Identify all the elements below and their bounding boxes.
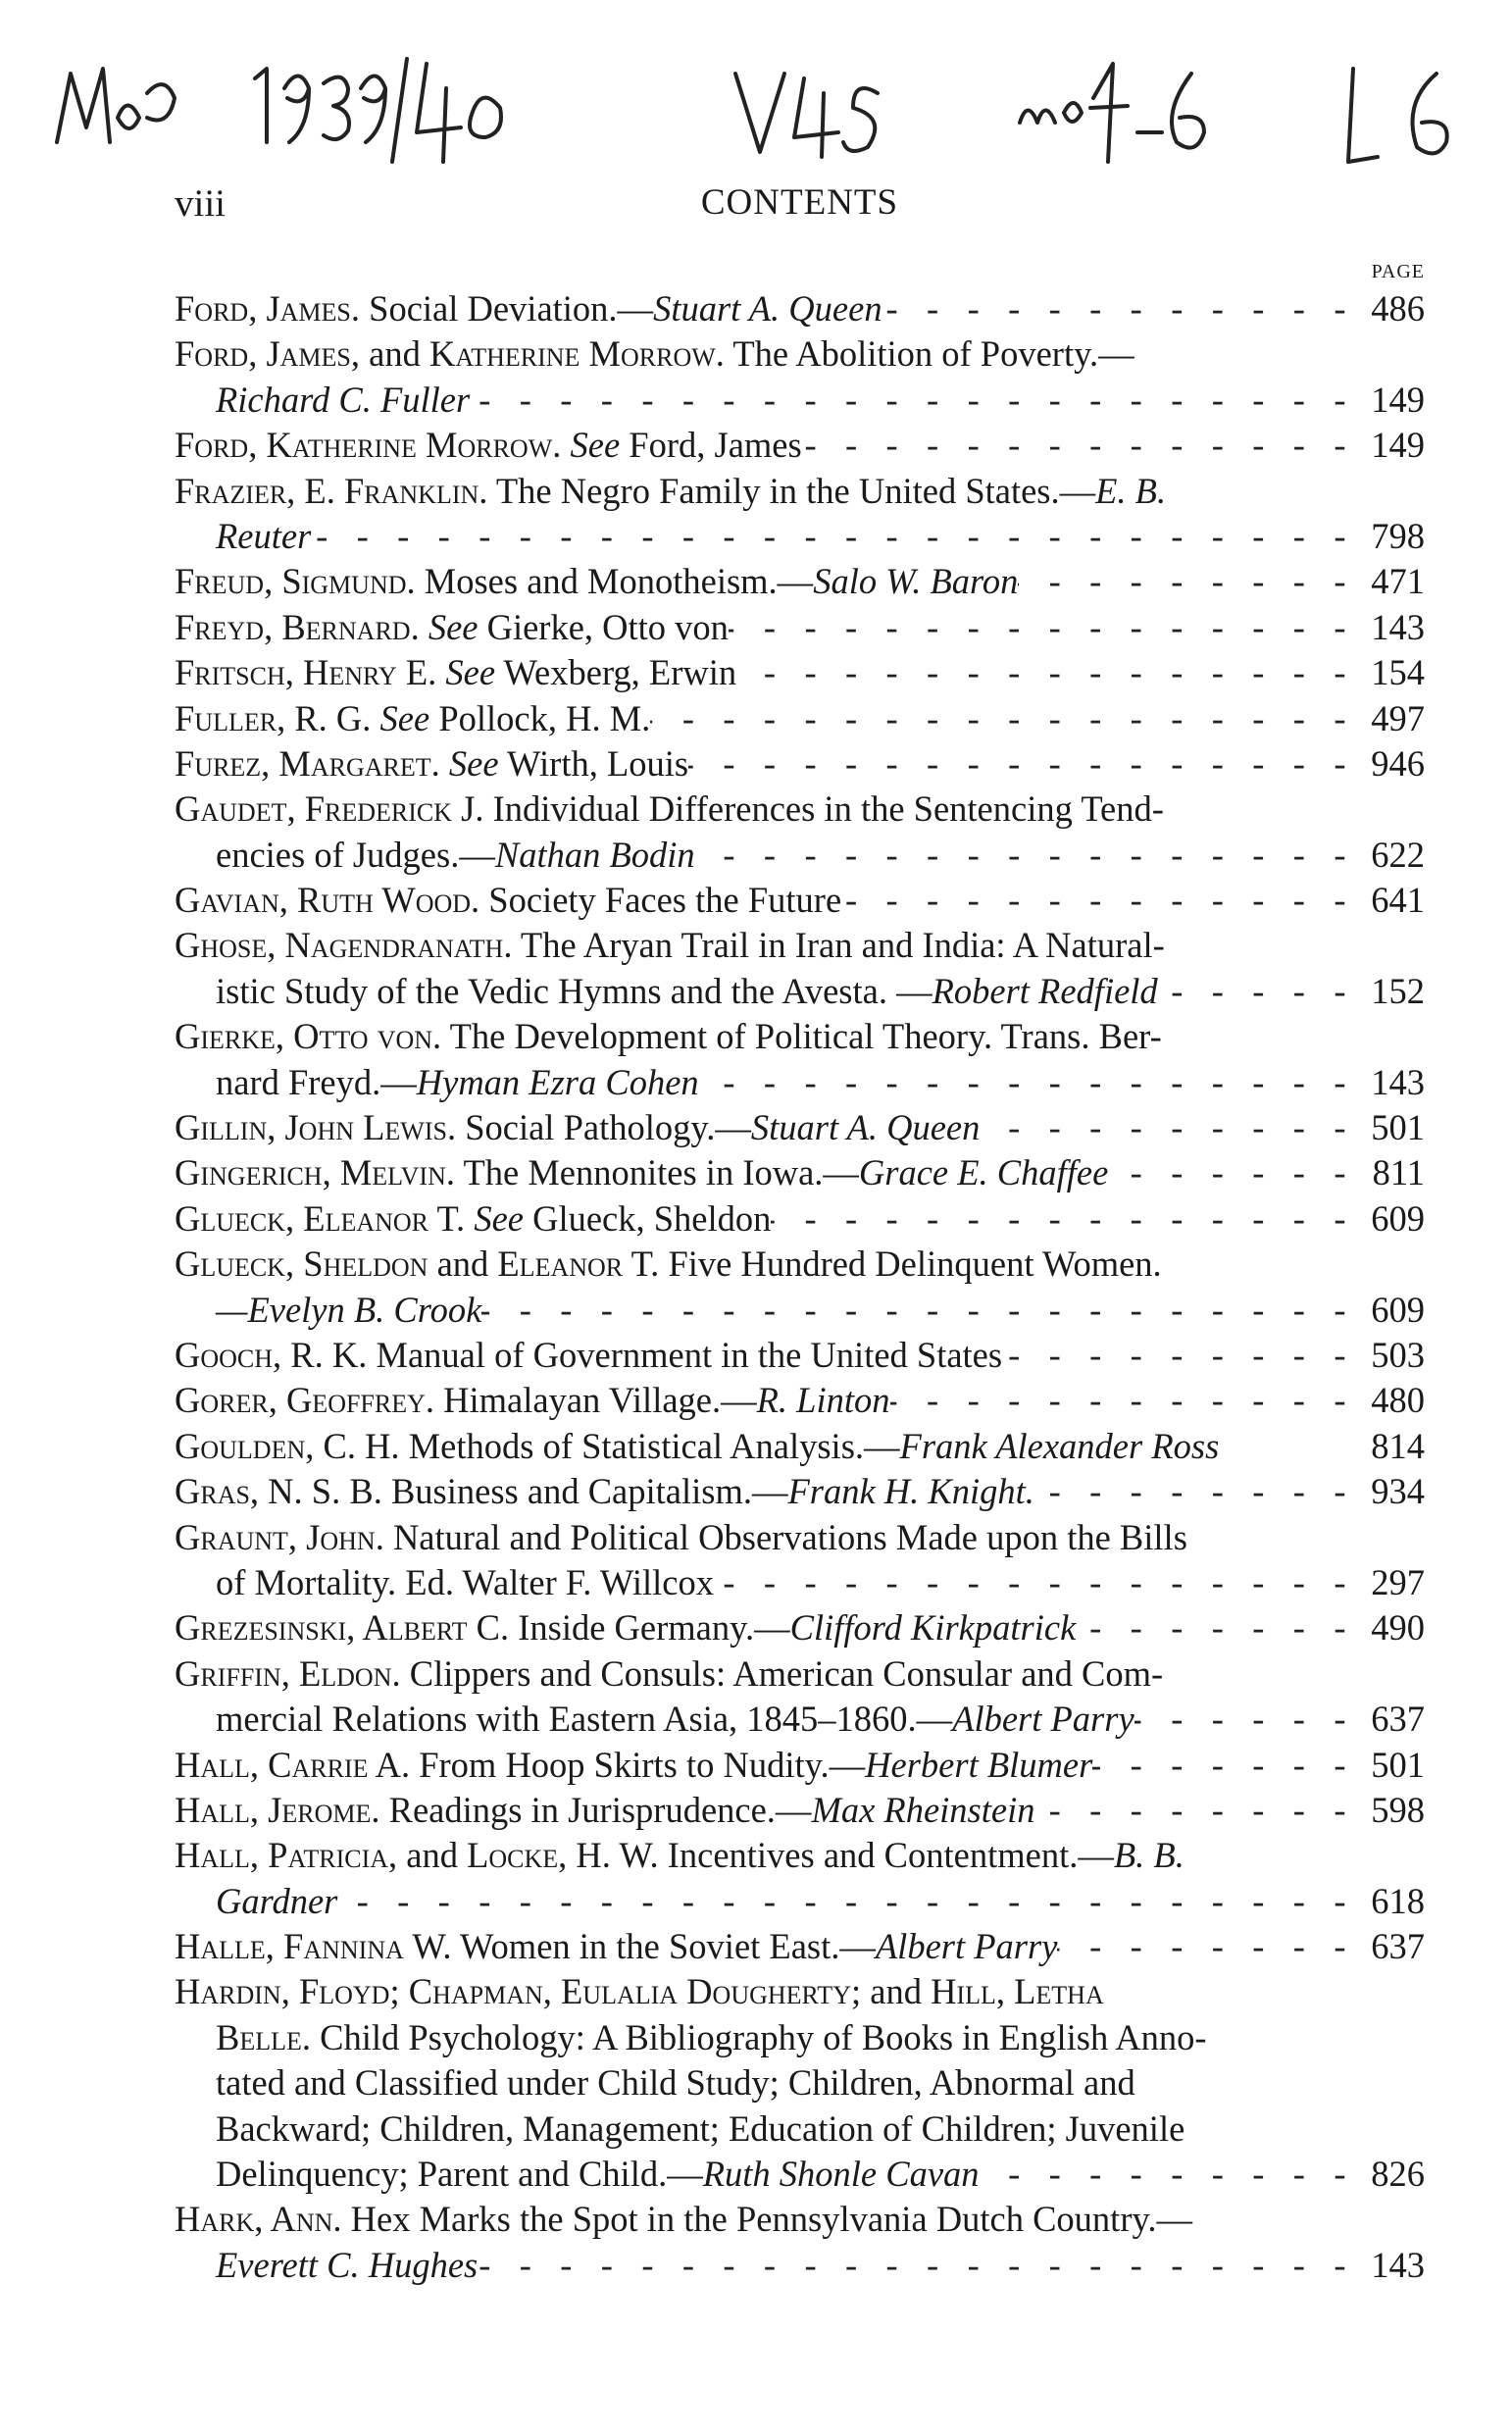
dot-leader bbox=[650, 696, 1356, 741]
page-ref: 618 bbox=[1371, 1880, 1425, 1921]
author-name: Gavian, Ruth Wood bbox=[175, 880, 472, 921]
dot-leader bbox=[1076, 1605, 1356, 1650]
author-name: Hill, Letha bbox=[931, 1971, 1104, 2012]
title-text: . The Mennonites in Iowa.— bbox=[445, 1152, 859, 1193]
dot-leader bbox=[980, 2152, 1356, 2197]
entry-line bbox=[175, 1833, 1425, 1878]
entry-line bbox=[175, 1743, 1425, 1788]
entry-text bbox=[175, 1378, 890, 1423]
reviewer-name: See bbox=[474, 1197, 524, 1239]
entry-line bbox=[175, 469, 1425, 514]
title-text: nard Freyd.— bbox=[216, 1061, 417, 1102]
entry-text bbox=[175, 1605, 1076, 1650]
title-text: . bbox=[430, 742, 449, 784]
reviewer-name: Max Rheinstein bbox=[811, 1789, 1035, 1830]
contents-entry bbox=[175, 696, 1425, 741]
dot-leader bbox=[478, 2243, 1356, 2288]
author-name: Ghose, Nagendranath bbox=[175, 925, 504, 966]
title-text: . The Abolition of Poverty.— bbox=[715, 333, 1134, 375]
page-ref: 490 bbox=[1371, 1607, 1425, 1649]
page-ref: 503 bbox=[1371, 1334, 1425, 1375]
title-text: Gierke, Otto von bbox=[478, 606, 729, 647]
entry-line bbox=[175, 969, 1425, 1014]
reviewer-name: Stuart A. Queen bbox=[653, 288, 882, 329]
title-text: . Hex Marks the Spot in the Pennsylvania Dutch Country.— bbox=[332, 2199, 1192, 2240]
page-ref: 637 bbox=[1371, 1699, 1425, 1740]
page-ref: 152 bbox=[1371, 970, 1425, 1011]
contents-entry bbox=[175, 1743, 1425, 1788]
entry-line bbox=[175, 2243, 1425, 2288]
reviewer-name: Richard C. Fuller bbox=[216, 379, 471, 420]
title-text: Women in the Soviet East.— bbox=[451, 1926, 876, 1967]
author-name: Gaudet, Frederick J. bbox=[175, 788, 484, 830]
title-text: . Social Deviation.— bbox=[350, 288, 654, 329]
author-name: Frazier, E. Franklin bbox=[175, 470, 479, 511]
entry-text bbox=[175, 1196, 771, 1242]
entry-text bbox=[175, 1150, 1108, 1195]
entry-text bbox=[216, 1879, 337, 1924]
entry-text bbox=[175, 469, 1166, 514]
entry-line bbox=[175, 1560, 1425, 1605]
entry-text bbox=[175, 1242, 1162, 1287]
contents-entry bbox=[175, 1969, 1425, 2197]
author-name: Griffin, Eldon bbox=[175, 1652, 392, 1694]
contents-entry bbox=[175, 878, 1425, 923]
title-text: ; and bbox=[850, 1971, 932, 2012]
title-text: Wexberg, Erwin bbox=[495, 652, 737, 693]
author-name: Locke, H. W. bbox=[467, 1835, 659, 1876]
reviewer-name: Gardner bbox=[216, 1880, 338, 1921]
title-text: of Mortality. Ed. Walter F. Willcox bbox=[216, 1561, 714, 1602]
author-name: Fuller, R. G. bbox=[175, 697, 372, 738]
dot-leader bbox=[771, 1196, 1356, 1242]
contents-entry bbox=[175, 1515, 1425, 1606]
page-column-label: PAGE bbox=[1371, 261, 1425, 282]
author-name: Gras, N. S. B. bbox=[175, 1471, 382, 1512]
contents-entry bbox=[175, 1014, 1425, 1105]
reviewer-name: Ruth Shonle Cavan bbox=[702, 2154, 980, 2195]
title-text: . bbox=[552, 425, 571, 466]
author-name: Ford, James bbox=[175, 333, 351, 375]
entry-text bbox=[216, 1560, 714, 1605]
reviewer-name: Salo W. Baron bbox=[813, 561, 1019, 602]
entry-line bbox=[175, 1288, 1425, 1333]
title-text: . Moses and Monotheism.— bbox=[406, 561, 814, 602]
entry-text bbox=[175, 923, 1165, 968]
entry-text bbox=[216, 833, 695, 878]
contents-entry bbox=[175, 605, 1425, 650]
dot-leader bbox=[1018, 559, 1356, 604]
dot-leader bbox=[736, 650, 1356, 695]
contents-entry bbox=[175, 1469, 1425, 1514]
contents-entry bbox=[175, 331, 1425, 423]
entry-text bbox=[175, 1924, 1057, 1969]
contents-entry bbox=[175, 1150, 1425, 1195]
author-name: Halle, Fannina W. bbox=[175, 1926, 452, 1967]
page-ref: 471 bbox=[1371, 561, 1425, 602]
dot-leader bbox=[1134, 1697, 1356, 1742]
contents-entry bbox=[175, 559, 1425, 604]
entry-text bbox=[216, 2060, 1135, 2106]
title-text bbox=[465, 1198, 474, 1239]
dot-leader bbox=[1034, 1469, 1356, 1514]
title-text: Incentives and Contentment.— bbox=[658, 1835, 1114, 1876]
title-text: . Social Pathology.— bbox=[446, 1107, 751, 1148]
page-ref: 622 bbox=[1371, 834, 1425, 875]
dot-leader bbox=[481, 1288, 1356, 1333]
contents-entry bbox=[175, 1651, 1425, 1743]
contents-entry bbox=[175, 1924, 1425, 1969]
page-ref: 297 bbox=[1371, 1561, 1425, 1602]
entry-line bbox=[175, 1105, 1425, 1150]
entry-line bbox=[175, 741, 1425, 787]
reviewer-name: Frank H. Knight. bbox=[787, 1471, 1034, 1512]
page-ref: 814 bbox=[1371, 1425, 1425, 1466]
page-ref: 501 bbox=[1371, 1107, 1425, 1148]
entry-line bbox=[175, 1697, 1425, 1742]
page-ref: 486 bbox=[1371, 288, 1425, 329]
entry-line bbox=[175, 286, 1425, 331]
page-ref: 598 bbox=[1371, 1789, 1425, 1830]
author-name: Hall, Jerome bbox=[175, 1789, 372, 1830]
reviewer-name: Albert Parry bbox=[952, 1699, 1134, 1740]
reviewer-name: Hyman Ezra Cohen bbox=[416, 1061, 699, 1102]
contents-entry bbox=[175, 1378, 1425, 1423]
entry-line bbox=[175, 1196, 1425, 1242]
entry-line bbox=[175, 2152, 1425, 2197]
title-text: . The Negro Family in the United States.— bbox=[479, 470, 1096, 511]
title-text: , and bbox=[350, 333, 429, 375]
entry-line bbox=[175, 1651, 1425, 1697]
entry-text bbox=[175, 696, 650, 741]
reviewer-name: Herbert Blumer bbox=[865, 1744, 1093, 1785]
entry-text bbox=[175, 605, 729, 650]
page-ref: 798 bbox=[1371, 515, 1425, 556]
page-ref: 609 bbox=[1371, 1289, 1425, 1330]
entry-text bbox=[175, 741, 688, 787]
entry-text bbox=[175, 1014, 1162, 1059]
entry-line bbox=[175, 2015, 1425, 2060]
entry-text bbox=[175, 1333, 1002, 1378]
entry-text bbox=[216, 1288, 481, 1333]
contents-entry bbox=[175, 923, 1425, 1014]
entry-line bbox=[175, 650, 1425, 695]
entry-text bbox=[175, 1424, 1219, 1469]
contents-entry bbox=[175, 469, 1425, 560]
contents-entry bbox=[175, 650, 1425, 695]
author-name: Gierke, Otto von bbox=[175, 1016, 433, 1057]
reviewer-name: Clifford Kirkpatrick bbox=[789, 1607, 1077, 1649]
dot-leader bbox=[1108, 1150, 1356, 1195]
reviewer-name: See bbox=[428, 606, 479, 647]
title-text: tated and Classified under Child Study; Children, Abnormal and bbox=[216, 2062, 1135, 2104]
page-ref: 143 bbox=[1371, 1061, 1425, 1102]
entry-line bbox=[175, 1378, 1425, 1423]
contents-list bbox=[175, 286, 1425, 2288]
author-name: Glueck, Eleanor T. bbox=[175, 1197, 466, 1239]
author-name: Hark, Ann bbox=[175, 2199, 333, 2240]
entry-line bbox=[175, 1469, 1425, 1514]
title-text: and bbox=[428, 1243, 498, 1285]
page-ref: 934 bbox=[1371, 1471, 1425, 1512]
entry-text bbox=[175, 1969, 1104, 2014]
entry-line bbox=[175, 1060, 1425, 1105]
title-text: Five Hundred Delinquent Women. bbox=[659, 1243, 1162, 1285]
reviewer-name: See bbox=[445, 652, 496, 693]
author-name: Glueck, Sheldon bbox=[175, 1243, 428, 1285]
author-name: Gorer, Geoffrey bbox=[175, 1380, 426, 1421]
dot-leader bbox=[311, 514, 1356, 559]
page-ref: 811 bbox=[1372, 1152, 1425, 1193]
reviewer-name: R. Linton bbox=[756, 1380, 890, 1421]
dot-leader bbox=[337, 1879, 1356, 1924]
dot-leader bbox=[1092, 1743, 1356, 1788]
reviewer-name: Frank Alexander Ross bbox=[899, 1425, 1220, 1466]
contents-entry bbox=[175, 787, 1425, 878]
entry-text bbox=[175, 286, 882, 331]
dot-leader bbox=[802, 423, 1356, 468]
entry-text bbox=[175, 878, 841, 923]
entry-text bbox=[216, 514, 311, 559]
page-ref: 826 bbox=[1371, 2154, 1425, 2195]
dot-leader bbox=[841, 878, 1356, 923]
contents-entry bbox=[175, 1105, 1425, 1150]
title-text: . Society Faces the Future bbox=[471, 880, 842, 921]
title-text: . Readings in Jurisprudence.— bbox=[371, 1789, 812, 1830]
title-text: mercial Relations with Eastern Asia, 1845–1860.— bbox=[216, 1699, 953, 1740]
entry-line bbox=[175, 696, 1425, 741]
reviewer-name: Reuter bbox=[216, 515, 312, 556]
entry-text bbox=[216, 378, 470, 423]
reviewer-name: Robert Redfield bbox=[932, 970, 1158, 1011]
title-text: Pollock, H. M. bbox=[429, 697, 651, 738]
entry-line bbox=[175, 1515, 1425, 1560]
entry-line bbox=[175, 878, 1425, 923]
dot-leader bbox=[699, 1060, 1356, 1105]
author-name: Hardin, Floyd bbox=[175, 1971, 390, 2012]
author-name: Fritsch, Henry E. bbox=[175, 652, 437, 693]
page-ref: 149 bbox=[1371, 425, 1425, 466]
reviewer-name: B. B. bbox=[1113, 1835, 1184, 1876]
author-name: Ford, James bbox=[175, 288, 351, 329]
entry-line bbox=[175, 559, 1425, 604]
title-text: Individual Differences in the Sentencing Tend- bbox=[483, 788, 1164, 830]
contents-entry bbox=[175, 1333, 1425, 1378]
page-ref: 480 bbox=[1371, 1380, 1425, 1421]
entry-line bbox=[175, 514, 1425, 559]
entry-text bbox=[175, 2197, 1192, 2242]
entry-text bbox=[175, 331, 1134, 377]
entry-line bbox=[175, 1333, 1425, 1378]
author-name: Gooch, R. K. bbox=[175, 1334, 368, 1375]
page-header bbox=[175, 181, 1425, 240]
page-ref: 143 bbox=[1371, 606, 1425, 647]
dot-leader bbox=[688, 741, 1356, 787]
page-ref: 609 bbox=[1371, 1197, 1425, 1239]
page-ref: 143 bbox=[1371, 2244, 1425, 2285]
entry-text bbox=[175, 650, 736, 695]
entry-line bbox=[175, 331, 1425, 377]
title-text: Inside Germany.— bbox=[509, 1607, 790, 1649]
contents-entry bbox=[175, 1788, 1425, 1833]
title-text: . bbox=[410, 606, 428, 647]
entry-line bbox=[175, 378, 1425, 423]
title-text: , and bbox=[388, 1835, 468, 1876]
title-text: . The Development of Political Theory. Trans. Ber- bbox=[432, 1016, 1162, 1057]
page-ref: 497 bbox=[1371, 697, 1425, 738]
entry-text bbox=[216, 2243, 478, 2288]
reviewer-name: Everett C. Hughes bbox=[216, 2244, 479, 2285]
contents-entry bbox=[175, 1196, 1425, 1242]
author-name: Eleanor T. bbox=[497, 1243, 660, 1285]
contents-entry bbox=[175, 286, 1425, 331]
author-name: Graunt, John bbox=[175, 1516, 376, 1557]
reviewer-name: Stuart A. Queen bbox=[750, 1107, 981, 1148]
reviewer-name: See bbox=[570, 425, 621, 466]
entry-text bbox=[175, 787, 1164, 832]
reviewer-name: See bbox=[379, 697, 430, 738]
entry-line bbox=[175, 1969, 1425, 2014]
title-text: . Clippers and Consuls: American Consular and Com- bbox=[391, 1652, 1164, 1694]
author-name: Hall, Patricia bbox=[175, 1835, 389, 1876]
dot-leader bbox=[714, 1560, 1356, 1605]
running-title: CONTENTS bbox=[700, 182, 899, 223]
title-text: . The Aryan Trail in Iran and India: A Natural- bbox=[503, 925, 1165, 966]
dot-leader bbox=[1035, 1788, 1357, 1833]
contents-entry bbox=[175, 1424, 1425, 1469]
dot-leader bbox=[890, 1378, 1357, 1423]
reviewer-name: Grace E. Chaffee bbox=[858, 1152, 1109, 1193]
author-name: Freud, Sigmund bbox=[175, 561, 407, 602]
entry-text bbox=[216, 2152, 980, 2197]
entry-text bbox=[216, 1060, 699, 1105]
title-text: Backward; Children, Management; Education of Children; Juvenile bbox=[216, 2107, 1185, 2149]
reviewer-name: Albert Parry bbox=[875, 1926, 1058, 1967]
title-text: From Hoop Skirts to Nudity.— bbox=[410, 1744, 866, 1785]
entry-text bbox=[216, 2106, 1184, 2152]
contents-entry bbox=[175, 2197, 1425, 2288]
entry-line bbox=[175, 2197, 1425, 2242]
entry-text bbox=[175, 1833, 1184, 1878]
page-ref: 637 bbox=[1371, 1926, 1425, 1967]
entry-line bbox=[175, 2060, 1425, 2106]
title-text: encies of Judges.— bbox=[216, 834, 495, 875]
reviewer-name: E. B. bbox=[1095, 470, 1167, 511]
dot-leader bbox=[729, 605, 1356, 650]
entry-line bbox=[175, 1424, 1425, 1469]
entry-line bbox=[175, 1014, 1425, 1059]
entry-text bbox=[175, 1743, 1092, 1788]
entry-text bbox=[175, 1651, 1163, 1697]
contents-entry bbox=[175, 1242, 1425, 1333]
handwritten-annotation bbox=[49, 49, 1461, 177]
entry-line bbox=[175, 1788, 1425, 1833]
entry-line bbox=[175, 2106, 1425, 2152]
entry-line bbox=[175, 1924, 1425, 1969]
entry-text bbox=[216, 2015, 1207, 2060]
dot-leader bbox=[980, 1105, 1356, 1150]
title-text: Ford, James bbox=[620, 425, 802, 466]
page-number: viii bbox=[175, 182, 227, 225]
entry-line bbox=[175, 423, 1425, 468]
title-text: Glueck, Sheldon bbox=[523, 1197, 772, 1239]
entry-line bbox=[175, 923, 1425, 968]
reviewer-name: —Evelyn B. Crook bbox=[216, 1289, 482, 1330]
title-text: Manual of Government in the United States bbox=[367, 1334, 1003, 1375]
entry-text bbox=[175, 1788, 1035, 1833]
page-ref: 149 bbox=[1371, 379, 1425, 420]
entry-line bbox=[175, 605, 1425, 650]
entry-line bbox=[175, 833, 1425, 878]
author-name: Ford, Katherine Morrow bbox=[175, 425, 553, 466]
dot-leader bbox=[470, 378, 1356, 423]
entry-text bbox=[175, 1515, 1187, 1560]
contents-entry bbox=[175, 423, 1425, 468]
dot-leader bbox=[1002, 1333, 1356, 1378]
title-text: istic Study of the Vedic Hymns and the Avesta. — bbox=[216, 970, 932, 1011]
author-name: Freyd, Bernard bbox=[175, 606, 411, 647]
entry-line bbox=[175, 1242, 1425, 1287]
title-text: Wirth, Louis bbox=[498, 742, 689, 784]
page-ref: 501 bbox=[1371, 1744, 1425, 1785]
entry-line bbox=[175, 787, 1425, 832]
entry-line bbox=[175, 1605, 1425, 1650]
entry-text bbox=[216, 1697, 1134, 1742]
title-text: Business and Capitalism.— bbox=[381, 1471, 788, 1512]
entry-text bbox=[175, 559, 1018, 604]
author-name: Belle bbox=[216, 2016, 302, 2057]
title-text bbox=[371, 698, 379, 738]
author-name: Furez, Margaret bbox=[175, 742, 431, 784]
entry-text bbox=[175, 1105, 980, 1150]
dot-leader bbox=[1158, 969, 1356, 1014]
entry-line bbox=[175, 1150, 1425, 1195]
entry-text bbox=[175, 423, 802, 468]
contents-entry bbox=[175, 741, 1425, 787]
author-name: Gillin, John Lewis bbox=[175, 1107, 447, 1148]
reviewer-name: See bbox=[448, 742, 499, 784]
author-name: Hall, Carrie A. bbox=[175, 1744, 411, 1785]
author-name: Goulden, C. H. bbox=[175, 1425, 400, 1466]
dot-leader bbox=[882, 286, 1356, 331]
page-ref: 641 bbox=[1371, 880, 1425, 921]
title-text: ; bbox=[389, 1971, 409, 2012]
title-text: . Himalayan Village.— bbox=[425, 1380, 757, 1421]
page-ref: 946 bbox=[1371, 742, 1425, 784]
dot-leader bbox=[1057, 1924, 1356, 1969]
entry-text bbox=[216, 969, 1158, 1014]
reviewer-name: Nathan Bodin bbox=[494, 834, 695, 875]
author-name: Grezesinski, Albert C. bbox=[175, 1607, 510, 1649]
author-name: Katherine Morrow bbox=[428, 333, 716, 375]
title-text: . Child Psychology: A Bibliography of Books in English Anno- bbox=[301, 2016, 1207, 2057]
title-text: . Natural and Political Observations Made upon the Bills bbox=[375, 1516, 1187, 1557]
title-text: Methods of Statistical Analysis.— bbox=[399, 1425, 900, 1466]
contents-entry bbox=[175, 1833, 1425, 1924]
entry-text bbox=[175, 1469, 1034, 1514]
title-text: Delinquency; Parent and Child.— bbox=[216, 2154, 703, 2195]
entry-line bbox=[175, 1879, 1425, 1924]
dot-leader bbox=[695, 833, 1356, 878]
contents-entry bbox=[175, 1605, 1425, 1650]
author-name: Chapman, Eulalia Dougherty bbox=[408, 1971, 851, 2012]
handwritten-call-number bbox=[49, 49, 1461, 177]
author-name: Gingerich, Melvin bbox=[175, 1152, 446, 1193]
page-ref: 154 bbox=[1371, 652, 1425, 693]
